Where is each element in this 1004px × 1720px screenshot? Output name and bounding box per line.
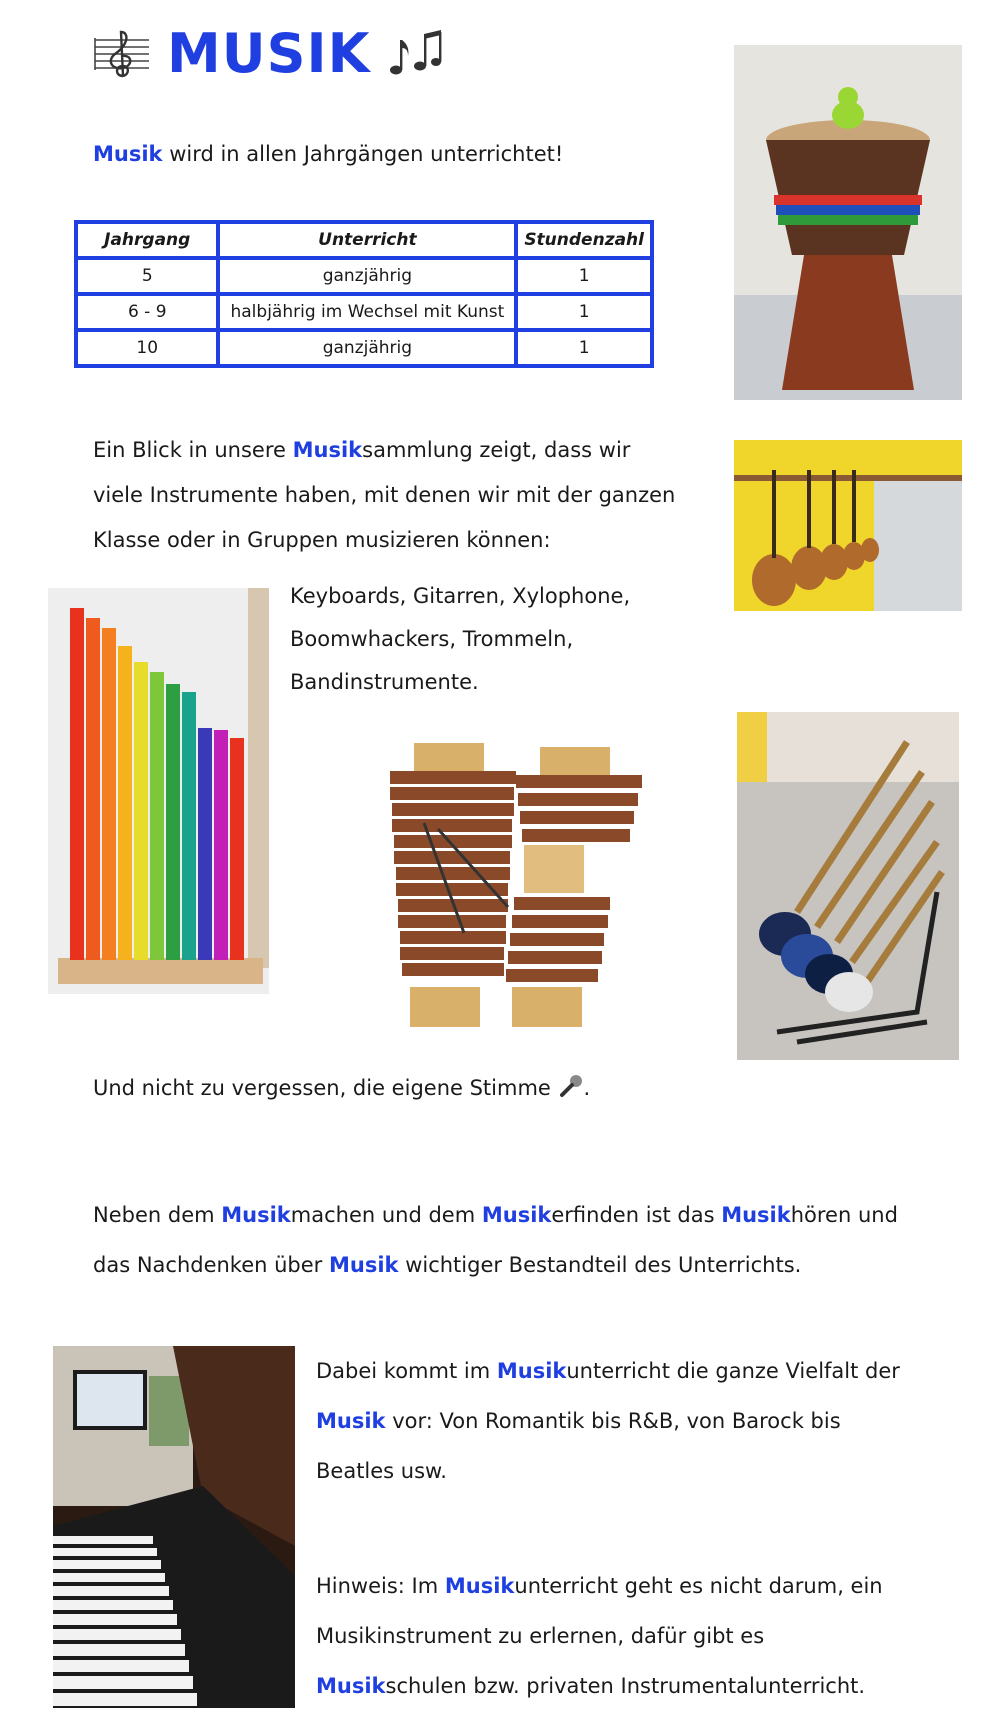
table-row (76, 258, 652, 294)
intro-sentence: wird in allen Jahrgängen unterrichtet! (162, 142, 564, 166)
intro-text (93, 134, 653, 174)
collection-highlight: Musik (292, 438, 363, 462)
listening-highlight: Musik (221, 1203, 291, 1227)
table-row (76, 330, 652, 366)
instrument-line: Bandinstrumente. (290, 670, 479, 694)
listening-part: machen und dem (290, 1203, 482, 1227)
table-cell: halbjährig im Wechsel mit Kunst (218, 294, 516, 330)
note-part: Hinweis: Im (316, 1574, 445, 1598)
djembe-drum-photo (734, 45, 962, 400)
instrument-line: Boomwhackers, Trommeln, (290, 627, 574, 651)
listening-part: hören und das Nachdenken über (93, 1203, 898, 1277)
table-header: Jahrgang (76, 222, 218, 258)
voice-end: . (583, 1076, 591, 1100)
boomwhackers-photo (48, 588, 269, 994)
treble-clef-icon (93, 26, 151, 82)
table-cell: 6 - 9 (76, 294, 218, 330)
table-row (76, 294, 652, 330)
table-cell: 5 (76, 258, 218, 294)
table-cell: 1 (516, 294, 652, 330)
note-highlight: Musik (316, 1674, 386, 1698)
piano-classroom-photo (53, 1346, 295, 1708)
lesson-hours-table (74, 220, 654, 368)
guitar-wall-photo (734, 440, 962, 611)
intro-highlight: Musik (93, 142, 163, 166)
title-text: MUSIK (167, 22, 371, 85)
note-part: unterricht geht es nicht darum, ein Musikinstrument zu erlernen, dafür gibt es (316, 1574, 883, 1648)
listening-part: Neben dem (93, 1203, 222, 1227)
note-highlight: Musik (444, 1574, 515, 1598)
variety-text (316, 1346, 916, 1496)
variety-part: Dabei kommt im (316, 1359, 497, 1383)
collection-before: Ein Blick in unsere (93, 438, 293, 462)
variety-part: vor: Von Romantik bis R&B, von Barock bis Beatles usw. (316, 1409, 841, 1483)
instrument-line: Keyboards, Gitarren, Xylophone, (290, 584, 631, 608)
variety-highlight: Musik (316, 1409, 386, 1433)
instrument-list (290, 575, 690, 704)
collection-after: sammlung zeigt, dass wir viele Instrumente haben, mit denen wir mit der ganzen Klasse oder in Gruppen musizieren können: (93, 438, 676, 552)
listening-highlight: Musik (721, 1203, 791, 1227)
music-notes-icon (386, 26, 442, 82)
voice-text (93, 1068, 693, 1108)
note-part: schulen bzw. privaten Instrumentalunterricht. (385, 1674, 866, 1698)
table-header: Unterricht (218, 222, 516, 258)
table-cell: 1 (516, 258, 652, 294)
xylophone-photo (384, 737, 648, 1037)
listening-part: wichtiger Bestandteil des Unterrichts. (398, 1253, 802, 1277)
variety-part: unterricht die ganze Vielfalt der (566, 1359, 900, 1383)
table-cell: ganzjährig (218, 330, 516, 366)
collection-text (93, 428, 683, 563)
listening-highlight: Musik (329, 1253, 399, 1277)
table-cell: 1 (516, 330, 652, 366)
page-title (93, 22, 442, 86)
table-cell: 10 (76, 330, 218, 366)
table-header: Stundenzahl (516, 222, 652, 258)
listening-text (93, 1190, 913, 1290)
voice-sentence: Und nicht zu vergessen, die eigene Stimme (93, 1076, 551, 1100)
table-header-row (76, 222, 652, 258)
note-text (316, 1561, 916, 1711)
microphone-icon (558, 1073, 584, 1099)
table-cell: ganzjährig (218, 258, 516, 294)
listening-highlight: Musik (481, 1203, 552, 1227)
listening-part: erfinden ist das (551, 1203, 722, 1227)
variety-highlight: Musik (496, 1359, 567, 1383)
electric-guitars-photo (737, 712, 959, 1060)
